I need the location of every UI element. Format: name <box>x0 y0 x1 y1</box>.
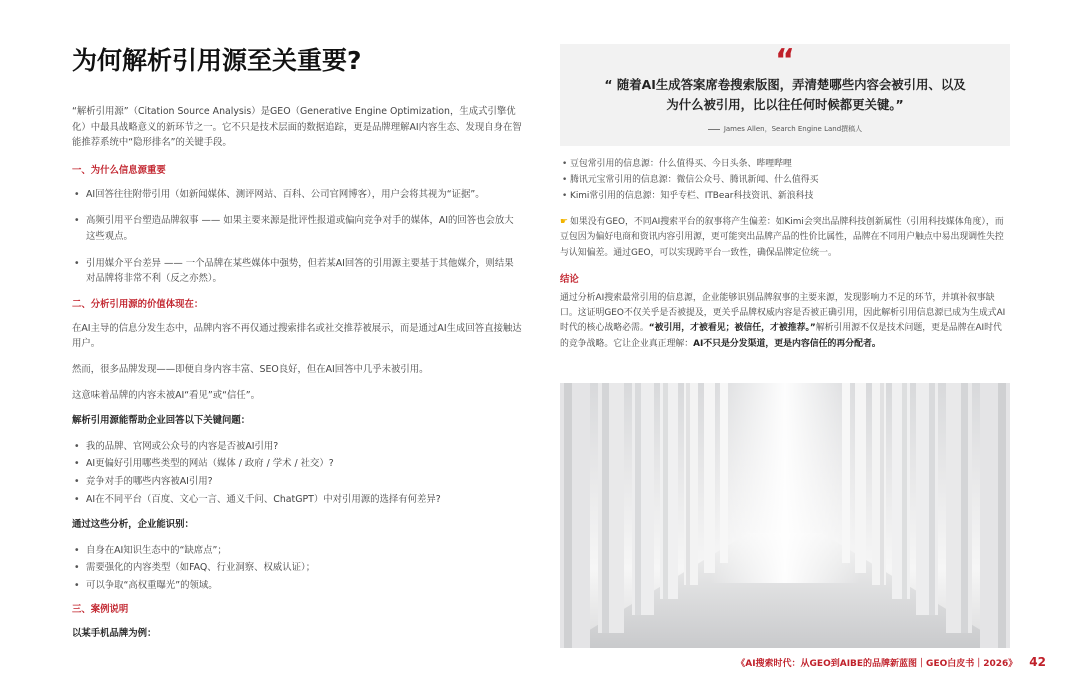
intro-paragraph: “解析引用源”（Citation Source Analysis）是GEO（Generative Engine Optimization，生成式引擎优化）中最具战略意义的新环节之一。它不只是技术层面的数据追踪，更是品牌理解AI内容生态、发现自身在智能推荐系统中“隐形排名”的关键手段。 <box>72 106 522 149</box>
paragraph: 这意味着品牌的内容未被AI“看见”或“信任”。 <box>72 389 260 401</box>
section-1-heading: 一、为什么信息源重要 <box>72 164 166 176</box>
list-item: • 高频引用平台塑造品牌叙事 —— 如果主要来源是批评性报道或偏向竞争对手的媒体，AI的回答也会放大这些观点。 <box>72 213 522 244</box>
conclusion-paragraph <box>560 291 1010 352</box>
identify-heading: 通过这些分析，企业能识别： <box>72 519 194 531</box>
page-footer <box>736 655 1046 669</box>
list-item: • 可以争取“高权重曝光”的领域。 <box>72 578 522 594</box>
list-item: • Kimi常引用的信息源：知乎专栏、ITBear科技资讯、新浪科技 <box>560 189 1010 204</box>
list-item: • AI回答往往附带引用（如新闻媒体、测评网站、百科、公司官网博客），用户会将其视为“证据”。 <box>72 187 522 203</box>
conclusion-text-2: 解析引用源不仅是技术问题，更是品牌在AI时代的竞争战略。它让企业真正理解： <box>560 323 1002 349</box>
list-item: • 自身在AI知识生态中的“缺席点”； <box>72 543 522 559</box>
section-2-heading: 二、分析引用源的价值体现在： <box>72 298 204 310</box>
questions-list <box>72 439 522 507</box>
list-item: • AI更偏好引用哪些类型的网站（媒体 / 政府 / 学术 / 社交）? <box>72 456 522 472</box>
conclusion-heading: 结论 <box>560 273 579 285</box>
corridor-columns-image <box>560 383 1010 648</box>
conclusion-bold-2: AI不只是分发渠道，更是内容信任的再分配者。 <box>693 338 881 349</box>
quote-author: James Allen，Search Engine Land撰稿人 <box>560 124 1010 134</box>
quote-mark-icon: “ <box>775 43 795 78</box>
section-3-heading: 三、案例说明 <box>72 604 129 616</box>
list-item: • 豆包常引用的信息源：什么值得买、今日头条、哔哩哔哩 <box>560 157 1010 172</box>
paragraph: 然而，很多品牌发现——即便自身内容丰富、SEO良好，但在AI回答中几乎未被引用。 <box>72 363 429 375</box>
list-item: • 我的品牌、官网或公众号的内容是否被AI引用? <box>72 439 522 455</box>
questions-heading: 解析引用源能帮助企业回答以下关键问题： <box>72 415 251 427</box>
list-item: • 需要强化的内容类型（如FAQ、行业洞察、权威认证）； <box>72 560 522 576</box>
page-number: 42 <box>1029 655 1046 669</box>
note-text: 如果没有GEO，不同AI搜索平台的叙事将产生偏差：如Kimi会突出品牌科技创新属性（引用科技媒体角度），而豆包因为偏好电商和资讯内容引用源，更可能突出品牌产品的性价比属性，品牌在不同用户触点中易出现调性失控与认知偏差。通过GEO，可以实现跨平台一致性，确保品牌定位统一。 <box>560 217 1004 258</box>
list-item: • 竞争对手的哪些内容被AI引用? <box>72 474 522 490</box>
list-item: • AI在不同平台（百度、文心一言、通义千问、ChatGPT）中对引用源的选择有何差异? <box>72 492 522 508</box>
identify-list <box>72 543 522 594</box>
corridor-illustration <box>560 383 1010 648</box>
conclusion-text-1: 通过分析AI搜索最常引用的信息源，企业能够识别品牌叙事的主要来源，发现影响力不足的环节，并填补叙事缺口。这证明GEO不仅关乎是否被提及，更关乎品牌权威内容是否被正确引用，因此解析引用信息源已成为生成式AI时代的核心战略必需。 <box>560 292 1006 334</box>
page-title: 为何解析引用源至关重要? <box>72 46 362 75</box>
right-column <box>560 44 1010 352</box>
pointing-hand-icon: ☛ <box>560 217 568 227</box>
quote-box <box>560 44 1010 146</box>
quote-text: “ 随着AI生成答案席卷搜索版图，弄清楚哪些内容会被引用、以及为什么被引用，比以往任何时候都更关键。” <box>604 77 966 112</box>
conclusion-bold-1: “被引用，才被看见；被信任，才被推荐。” <box>648 323 816 334</box>
footer-title: 《AI搜索时代：从GEO到AIBE的品牌新蓝图｜GEO白皮书｜2026》 <box>736 659 1018 669</box>
left-column <box>72 44 522 652</box>
sources-list <box>560 157 1010 204</box>
note-paragraph <box>560 215 1010 261</box>
paragraph: 在AI主导的信息分发生态中，品牌内容不再仅通过搜索排名或社交推荐被展示，而是通过AI生成回答直接触达用户。 <box>72 322 522 350</box>
list-item: • 引用媒介平台差异 —— 一个品牌在某些媒体中强势，但若某AI回答的引用源主要基于其他媒介，则结果对品牌将非常不利（反之亦然）。 <box>72 256 522 287</box>
list-item: • 腾讯元宝常引用的信息源：微信公众号、腾讯新闻、什么值得买 <box>560 173 1010 188</box>
case-subheading: 以某手机品牌为例： <box>72 628 157 640</box>
